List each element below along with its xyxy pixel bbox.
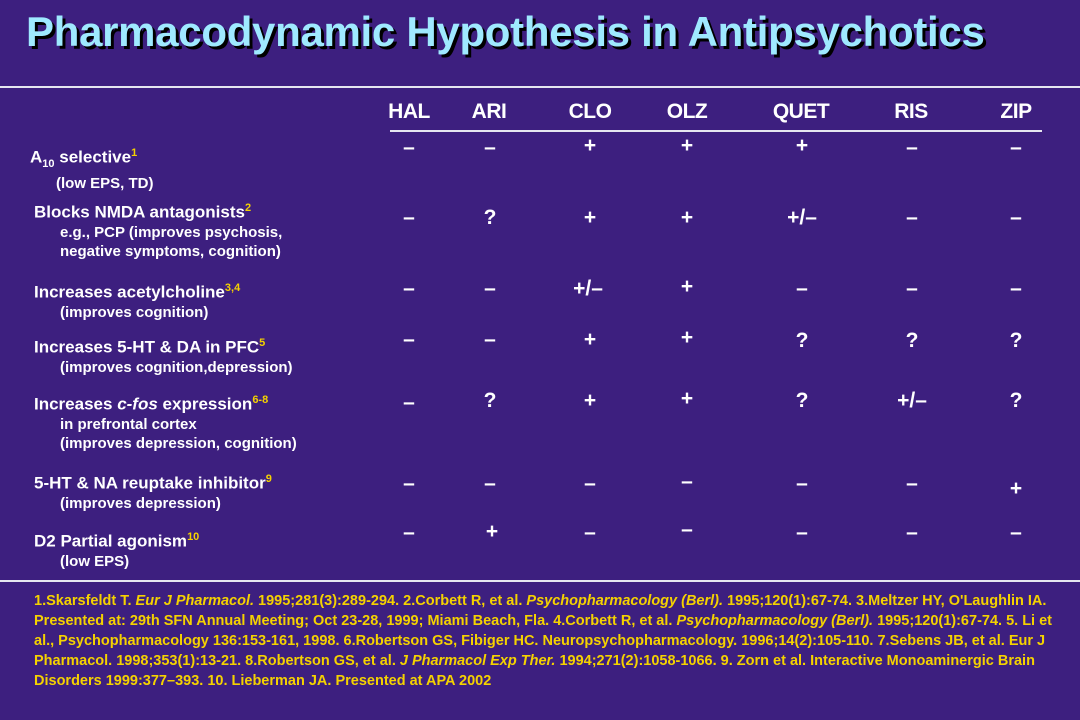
column-header-clo: CLO	[568, 100, 612, 123]
cell-r2-clo: +/–	[573, 277, 603, 300]
cell-r3-ari: –	[484, 328, 496, 351]
cell-r3-hal: –	[403, 328, 415, 351]
row-label-reuptake: 5-HT & NA reuptake inhibitor$^9$ (improves depression)	[34, 473, 272, 512]
cell-r2-zip: –	[1010, 277, 1022, 300]
column-header-hal: HAL	[388, 100, 430, 123]
cell-r1-quet: +/–	[787, 206, 817, 229]
column-header-ris: RIS	[894, 100, 928, 123]
cell-r5-olz: –	[681, 470, 693, 493]
cell-r1-hal: –	[403, 206, 415, 229]
cell-r4-ris: +/–	[897, 389, 927, 412]
cell-r0-clo: +	[583, 134, 597, 157]
cell-r4-olz: +	[680, 387, 694, 410]
row-label-acetylcholine: Increases acetylcholine$^{3,4}$ (improves cognition)	[34, 282, 241, 321]
cell-r3-ris: ?	[905, 329, 919, 352]
cell-r5-hal: –	[403, 472, 415, 495]
cell-r4-hal: –	[403, 391, 415, 414]
header-underline	[390, 130, 1042, 132]
cell-r5-zip: +	[1009, 477, 1023, 500]
column-header-zip: ZIP	[1000, 100, 1032, 123]
cell-r2-ris: –	[906, 277, 918, 300]
cell-r1-clo: +	[583, 206, 597, 229]
column-header-olz: OLZ	[666, 100, 708, 123]
cell-r3-quet: ?	[795, 329, 809, 352]
row-label-nmda: Blocks NMDA antagonists$^2$ e.g., PCP (improves psychosis, negative symptoms, cognition)	[34, 202, 283, 260]
cell-r5-clo: –	[584, 472, 596, 495]
column-header-quet: QUET	[772, 100, 830, 123]
cell-r6-ris: –	[906, 521, 918, 544]
cell-r5-ris: –	[906, 472, 918, 495]
column-header-ari: ARI	[471, 100, 507, 123]
cell-r0-quet: +	[795, 134, 809, 157]
row-label-5ht-da-pfc: Increases 5-HT & DA in PFC$^5$ (improves cognition,depression)	[34, 337, 293, 376]
slide-title: Pharmacodynamic Hypothesis in Antipsychotics	[26, 8, 985, 55]
cell-r4-zip: ?	[1009, 389, 1023, 412]
cell-r6-ari: +	[485, 520, 499, 543]
cell-r2-quet: –	[796, 277, 808, 300]
cell-r1-zip: –	[1010, 206, 1022, 229]
cell-r2-hal: –	[403, 277, 415, 300]
row-label-a10-selective: $A_{10}$ selective$^1$ (low EPS, TD)	[30, 147, 154, 193]
cell-r6-olz: –	[681, 518, 693, 541]
cell-r4-quet: ?	[795, 389, 809, 412]
bottom-divider	[0, 580, 1080, 582]
cell-r4-clo: +	[583, 389, 597, 412]
cell-r2-olz: +	[680, 275, 694, 298]
cell-r3-olz: +	[680, 326, 694, 349]
cell-r0-olz: +	[680, 134, 694, 157]
cell-r2-ari: –	[484, 277, 496, 300]
references: 1.Skarsfeldt T. Eur J Pharmacol. 1995;281(3):289-294. 2.Corbett R, et al. Psychopharmacology (Berl). 1995;120(1):67-74. 3.Meltzer HY, O'Laughlin IA. Presented at: 29th SFN Annual Meeting; Oct 23-28, 1999; Miami Beach, Fla. 4.Corbett R, et al. Psychopharmacology (Berl). 1995;120(1):67-74. 5. Li et al., Psychopharmacology 136:153-161, 1998. 6.Robertson GS, Fibiger HC. Neuropsychopharmacology. 1996;14(2):105-110. 7.Sebens JB, et al. Eur J Pharmacol. 1998;353(1):13-21. 8.Robertson GS, et al. J Pharmacol Exp Ther. 1994;271(2):1058-1066. 9. Zorn et al. Interactive Monoaminergic Brain Disorders 1999:377–393. 10. Lieberman JA. Presented at APA 2002	[34, 593, 1053, 689]
cell-r4-ari: ?	[483, 389, 497, 412]
cell-r1-ris: –	[906, 206, 918, 229]
cell-r0-ari: –	[484, 136, 496, 159]
cell-r6-zip: –	[1010, 521, 1022, 544]
cell-r0-zip: –	[1010, 136, 1022, 159]
row-label-cfos: Increases c-fos expression$^{6-8}$ in prefrontal cortex (improves depression, cognition)	[34, 394, 297, 452]
cell-r6-quet: –	[796, 521, 808, 544]
row-label-d2-partial: D2 Partial agonism$^{10}$ (low EPS)	[34, 531, 200, 570]
cell-r5-quet: –	[796, 472, 808, 495]
cell-r1-ari: ?	[483, 206, 497, 229]
cell-r5-ari: –	[484, 472, 496, 495]
cell-r6-hal: –	[403, 521, 415, 544]
cell-r3-zip: ?	[1009, 329, 1023, 352]
top-divider	[0, 86, 1080, 88]
cell-r6-clo: –	[584, 521, 596, 544]
cell-r3-clo: +	[583, 328, 597, 351]
cell-r0-hal: –	[403, 136, 415, 159]
cell-r1-olz: +	[680, 206, 694, 229]
cell-r0-ris: –	[906, 136, 918, 159]
